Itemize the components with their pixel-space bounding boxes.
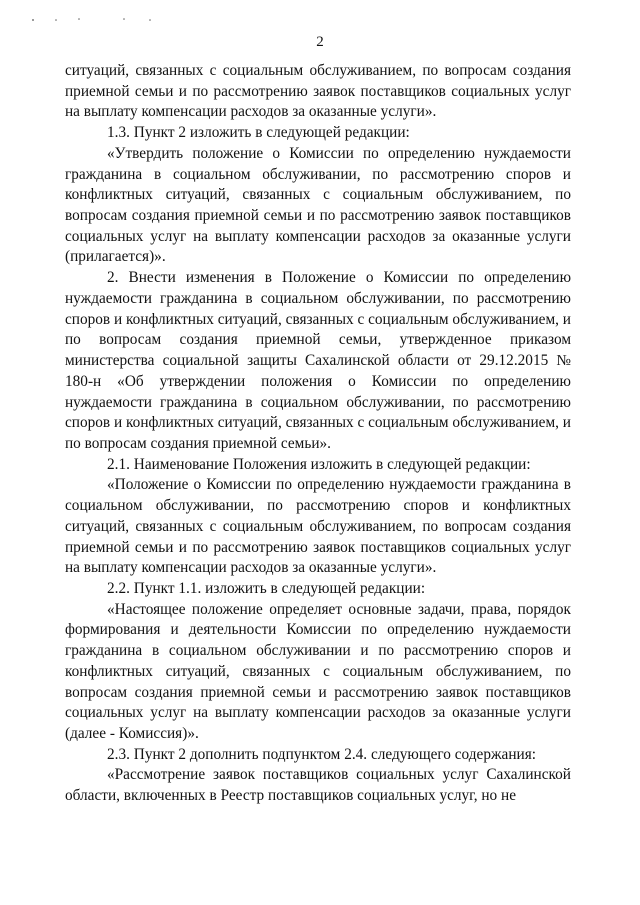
scan-speck — [123, 18, 125, 20]
scan-speck — [32, 19, 34, 21]
scan-speck — [78, 18, 80, 20]
paragraph-quote-item-1-1: «Настоящее положение определяет основные задачи, права, порядок формирования и деятельности Комиссии по определению нуждаемости гражданина в социальном обслуживании и по рассмотрению споров и конфликтных ситуаций, связанных с социальным обслуживанием, по вопросам создания приемной семьи и рассмотрению заявок поставщиков социальных услуг на выплату компенсации расходов за оказанные услуги (далее - Комиссия)». — [65, 600, 571, 742]
paragraph-item-2: 2. Внести изменения в Положение о Комиссии по определению нуждаемости гражданина в социальном обслуживании, по рассмотрению споров и конфликтных ситуаций, связанных с социальным обслуживанием, и по вопросам создания приемной семьи, утвержденное приказом министерства социальной защиты Сахалинской области от 29.12.2015 № 180-н «Об утверждении положения о Комиссии по определению нуждаемости гражданина в социальном обслуживании, по рассмотрению споров и конфликтных ситуаций, связанных с социальным обслуживанием, и по вопросам создания приемной семьи». — [65, 269, 571, 452]
paragraph-item-2-1: 2.1. Наименование Положения изложить в следующей редакции: — [107, 455, 531, 473]
paragraph-item-2-3: 2.3. Пункт 2 дополнить подпунктом 2.4. следующего содержания: — [107, 745, 536, 763]
paragraph-quote-item-2: «Утвердить положение о Комиссии по определению нуждаемости гражданина в социальном обслуживании, по рассмотрению споров и конфликтных ситуаций, связанных с социальным обслуживанием, по вопросам создания приемной семьи и по рассмотрению заявок поставщиков социальных услуг на выплату компенсации расходов за оказанные услуги (прилагается)». — [65, 144, 571, 266]
paragraph-item-2-2: 2.2. Пункт 1.1. изложить в следующей редакции: — [107, 579, 426, 597]
page-number: 2 — [316, 34, 324, 50]
paragraph-item-1-3: 1.3. Пункт 2 изложить в следующей редакции: — [107, 124, 410, 142]
document-body — [65, 61, 571, 807]
paragraph-quote-item-2-4: «Рассмотрение заявок поставщиков социальных услуг Сахалинской области, включенных в Реестр поставщиков социальных услуг, но не — [65, 766, 571, 805]
paragraph-continuation: ситуаций, связанных с социальным обслуживанием, по вопросам создания приемной семьи и по рассмотрению заявок поставщиков социальных услуг на выплату компенсации расходов за оказанные услуги». — [65, 62, 571, 121]
scan-speck — [55, 19, 57, 21]
paragraph-quote-title: «Положение о Комиссии по определению нуждаемости гражданина в социальном обслуживании, по рассмотрению споров и конфликтных ситуаций, связанных с социальным обслуживанием, по вопросам создания приемной семьи и по рассмотрению заявок поставщиков социальных услуг на выплату компенсации расходов за оказанные услуги». — [65, 476, 571, 577]
scan-speck — [149, 19, 151, 21]
